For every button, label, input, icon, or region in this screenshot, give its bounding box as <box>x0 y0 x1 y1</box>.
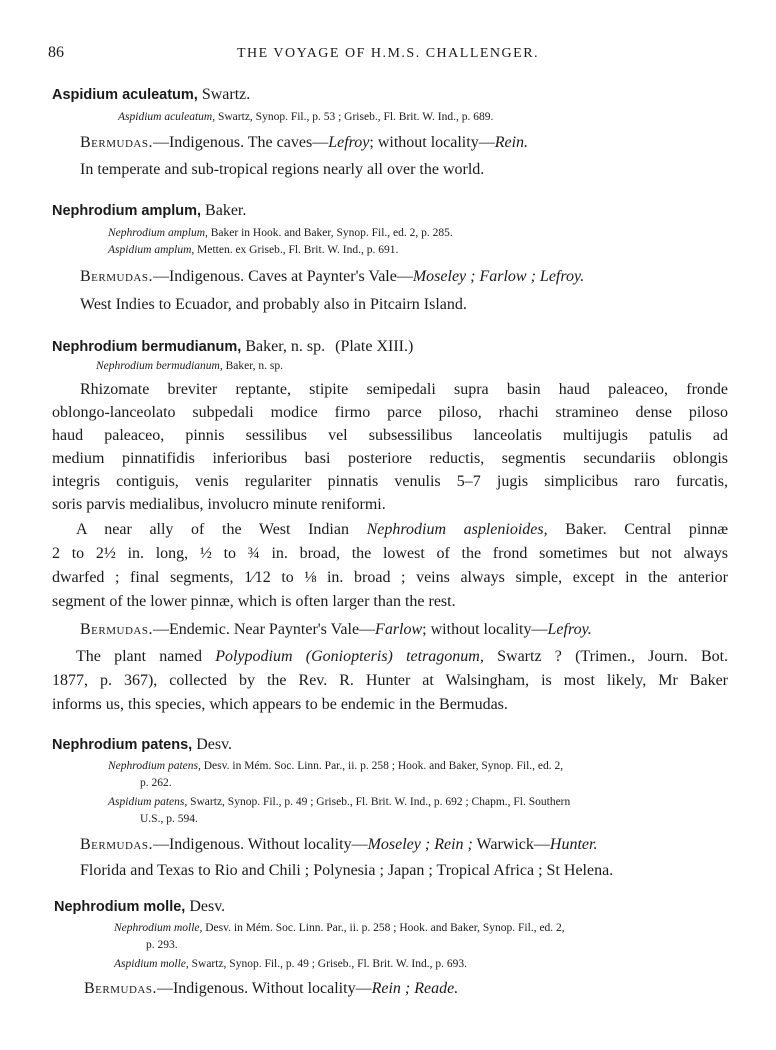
synonym-name: Aspidium molle, <box>114 958 189 970</box>
species-name: Aspidium aculeatum, <box>52 87 198 103</box>
latin-description-line: integris contiguis, venis regulariter pinnatis venulis 5–7 jugis simplicibus raro furcatis, <box>52 473 728 490</box>
synonym-continuation: U.S., p. 594. <box>140 813 198 825</box>
plate-reference: (Plate XIII.) <box>335 338 414 355</box>
species-heading <box>52 86 250 104</box>
synonym-line <box>114 922 565 934</box>
synonym-reference: Desv. in Mém. Soc. Linn. Par., ii. p. 258 ; Hook. and Baker, Synop. Fil., ed. 2, <box>205 922 565 934</box>
locality-text: —Indigenous. Caves at Paynter's Vale— <box>152 268 413 285</box>
collector: Lefroy <box>328 134 370 151</box>
locality-label: Bermudas. <box>84 980 157 997</box>
species-authority: Baker, n. sp. <box>245 338 326 355</box>
running-header <box>0 44 776 66</box>
locality-line <box>80 268 584 286</box>
note-text: Baker. Central pinnæ <box>565 521 729 538</box>
synonym-reference: Baker in Hook. and Baker, Synop. Fil., ed. 2, p. 285. <box>210 227 453 239</box>
page-number: 86 <box>48 44 64 61</box>
synonym-continuation: p. 293. <box>146 939 178 951</box>
latin-description-line: Rhizomate breviter reptante, stipite semipedali supra basin haud paleaceo, fronde <box>80 381 728 398</box>
locality-line <box>84 980 458 998</box>
species-authority: Desv. <box>196 736 233 753</box>
locality-text: —Indigenous. Without locality— <box>152 836 368 853</box>
remark-text: Swartz ? (Trimen., Journ. Bot. <box>497 648 729 665</box>
synonym-line <box>114 958 467 970</box>
synonym-name: Nephrodium molle, <box>114 922 203 934</box>
synonym-name: Aspidium amplum, <box>108 244 195 256</box>
collectors: Moseley ; Rein ; <box>367 836 473 853</box>
latin-description-line: haud paleaceo, pinnis sessilibus vel subsessilibus lanceolatis multijugis patulis ad <box>52 427 728 444</box>
distribution-line: West Indies to Ecuador, and probably also in Pitcairn Island. <box>80 296 467 313</box>
locality-text-mid: ; without locality— <box>422 621 548 638</box>
note-line: segment of the lower pinnæ, which is often larger than the rest. <box>52 593 456 610</box>
locality-line <box>80 134 528 152</box>
species-name: Nephrodium bermudianum, <box>52 339 242 355</box>
species-heading <box>52 736 232 754</box>
collector: Lefroy. <box>547 621 592 638</box>
remark-species: (Goniopteris) tetragonum, <box>305 648 484 665</box>
synonym-line <box>108 796 570 808</box>
species-authority: Swartz. <box>201 86 251 103</box>
note-species: Nephrodium asplenioides, <box>366 521 548 538</box>
locality-text-mid: Warwick— <box>472 836 550 853</box>
species-heading <box>52 338 413 356</box>
remark-line: informs us, this species, which appears to be endemic in the Bermudas. <box>52 696 508 713</box>
latin-description-line: medium pinnatifidis inferioribus basi posteriore reductis, segmentis secundariis oblongis <box>52 450 728 467</box>
note-text: A near ally of the West Indian <box>76 521 349 538</box>
remark-line <box>76 648 728 666</box>
species-heading <box>52 202 246 220</box>
synonym-line <box>108 227 453 239</box>
note-line <box>76 521 728 539</box>
synonym-line <box>108 244 398 256</box>
collectors: Rein ; Reade. <box>371 980 459 997</box>
species-authority: Desv. <box>189 898 226 915</box>
collectors: Moseley ; Farlow ; Lefroy. <box>412 268 585 285</box>
distribution-line: Florida and Texas to Rio and Chili ; Polynesia ; Japan ; Tropical Africa ; St Helena. <box>80 862 614 879</box>
synonym-continuation: p. 262. <box>140 777 172 789</box>
locality-line <box>80 836 597 854</box>
species-name: Nephrodium patens, <box>52 737 193 753</box>
remark-text: The plant named <box>76 648 202 665</box>
synonym-line <box>118 111 493 123</box>
running-title: THE VOYAGE OF H.M.S. CHALLENGER. <box>236 46 540 61</box>
locality-label: Bermudas. <box>80 134 153 151</box>
locality-text: —Indigenous. The caves— <box>152 134 329 151</box>
collector: Farlow <box>375 621 423 638</box>
locality-label: Bermudas. <box>80 621 153 638</box>
locality-text-mid: ; without locality— <box>369 134 495 151</box>
synonym-reference: Baker, n. sp. <box>225 360 283 372</box>
synonym-reference: Desv. in Mém. Soc. Linn. Par., ii. p. 258 ; Hook. and Baker, Synop. Fil., ed. 2, <box>203 760 564 772</box>
latin-description-line: oblongo-lanceolato subpedali modice firmo parce piloso, rhachi stramineo dense piloso <box>52 404 728 421</box>
synonym-reference: Swartz, Synop. Fil., p. 53 ; Griseb., Fl. Brit. W. Ind., p. 689. <box>217 111 494 123</box>
locality-label: Bermudas. <box>80 836 153 853</box>
species-authority: Baker. <box>205 202 247 219</box>
distribution-line: In temperate and sub-tropical regions nearly all over the world. <box>80 161 485 178</box>
synonym-name: Nephrodium amplum, <box>108 227 208 239</box>
species-name: Nephrodium molle, <box>54 899 186 915</box>
remark-species: Polypodium <box>215 648 293 665</box>
locality-text: —Indigenous. Without locality— <box>156 980 372 997</box>
note-line: 2 to 2½ in. long, ½ to ¾ in. broad, the lowest of the frond sometimes but not always <box>52 545 728 562</box>
synonym-name: Aspidium patens, <box>108 796 188 808</box>
collector: Hunter. <box>549 836 598 853</box>
synonym-name: Aspidium aculeatum, <box>118 111 216 123</box>
species-name: Nephrodium amplum, <box>52 203 202 219</box>
synonym-line <box>108 760 563 772</box>
synonym-reference: Metten. ex Griseb., Fl. Brit. W. Ind., p. 691. <box>197 244 399 256</box>
note-line: dwarfed ; final segments, 1⁄12 to ⅛ in. broad ; veins always simple, except in the anterior <box>52 569 728 586</box>
locality-text: —Endemic. Near Paynter's Vale— <box>152 621 376 638</box>
locality-label: Bermudas. <box>80 268 153 285</box>
collector: Rein. <box>494 134 529 151</box>
synonym-line <box>96 360 283 372</box>
remark-line: 1877, p. 367), collected by the Rev. R. Hunter at Walsingham, is most likely, Mr Baker <box>52 672 728 689</box>
synonym-reference: Swartz, Synop. Fil., p. 49 ; Griseb., Fl. Brit. W. Ind., p. 692 ; Chapm., Fl. Southern <box>190 796 571 808</box>
locality-line <box>80 621 592 639</box>
latin-description-line: soris parvis medialibus, involucro minute reniformi. <box>52 496 386 513</box>
synonym-name: Nephrodium patens, <box>108 760 201 772</box>
species-heading <box>54 898 225 916</box>
synonym-name: Nephrodium bermudianum, <box>96 360 223 372</box>
synonym-reference: Swartz, Synop. Fil., p. 49 ; Griseb., Fl. Brit. W. Ind., p. 693. <box>191 958 467 970</box>
